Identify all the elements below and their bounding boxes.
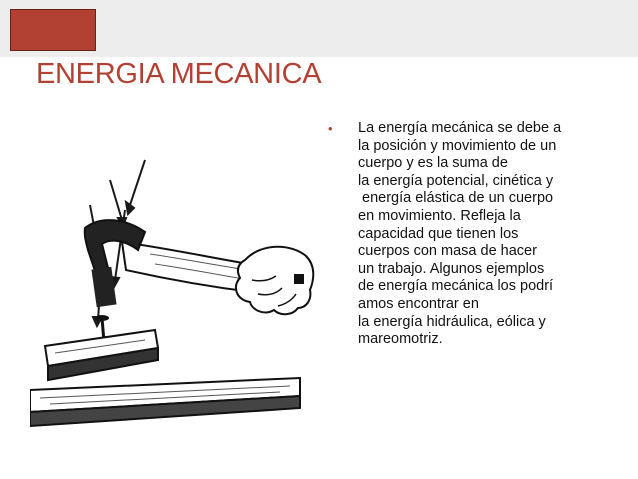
accent-box [10, 9, 96, 51]
body-line: en movimiento. Refleja la [358, 207, 521, 224]
hammer-striking-nail-illustration [30, 150, 330, 470]
slide-title: ENERGIA MECANICA [36, 58, 322, 90]
bullet-marker: • [328, 121, 333, 136]
body-line: cuerpos con masa de hacer [358, 243, 537, 260]
body-text-block [328, 120, 628, 349]
body-line: La energía mecánica se debe a [358, 120, 562, 136]
body-line: cuerpo y es la suma de [358, 155, 508, 172]
body-line: amos encontrar en [358, 295, 479, 312]
body-line: la energía hidráulica, eólica y [358, 313, 546, 330]
body-line: la posición y movimiento de un [358, 137, 557, 154]
body-line: mareomotriz. [358, 331, 443, 348]
body-line: un trabajo. Algunos ejemplos [358, 260, 545, 277]
wooden-boards [30, 330, 300, 426]
body-line: la energía potencial, cinética y [358, 172, 554, 189]
body-line: energía elástica de un cuerpo [358, 190, 554, 207]
body-line: de energía mecánica los podrí [358, 278, 554, 295]
body-line: capacidad que tienen los [358, 225, 519, 242]
body-lines [328, 120, 628, 349]
